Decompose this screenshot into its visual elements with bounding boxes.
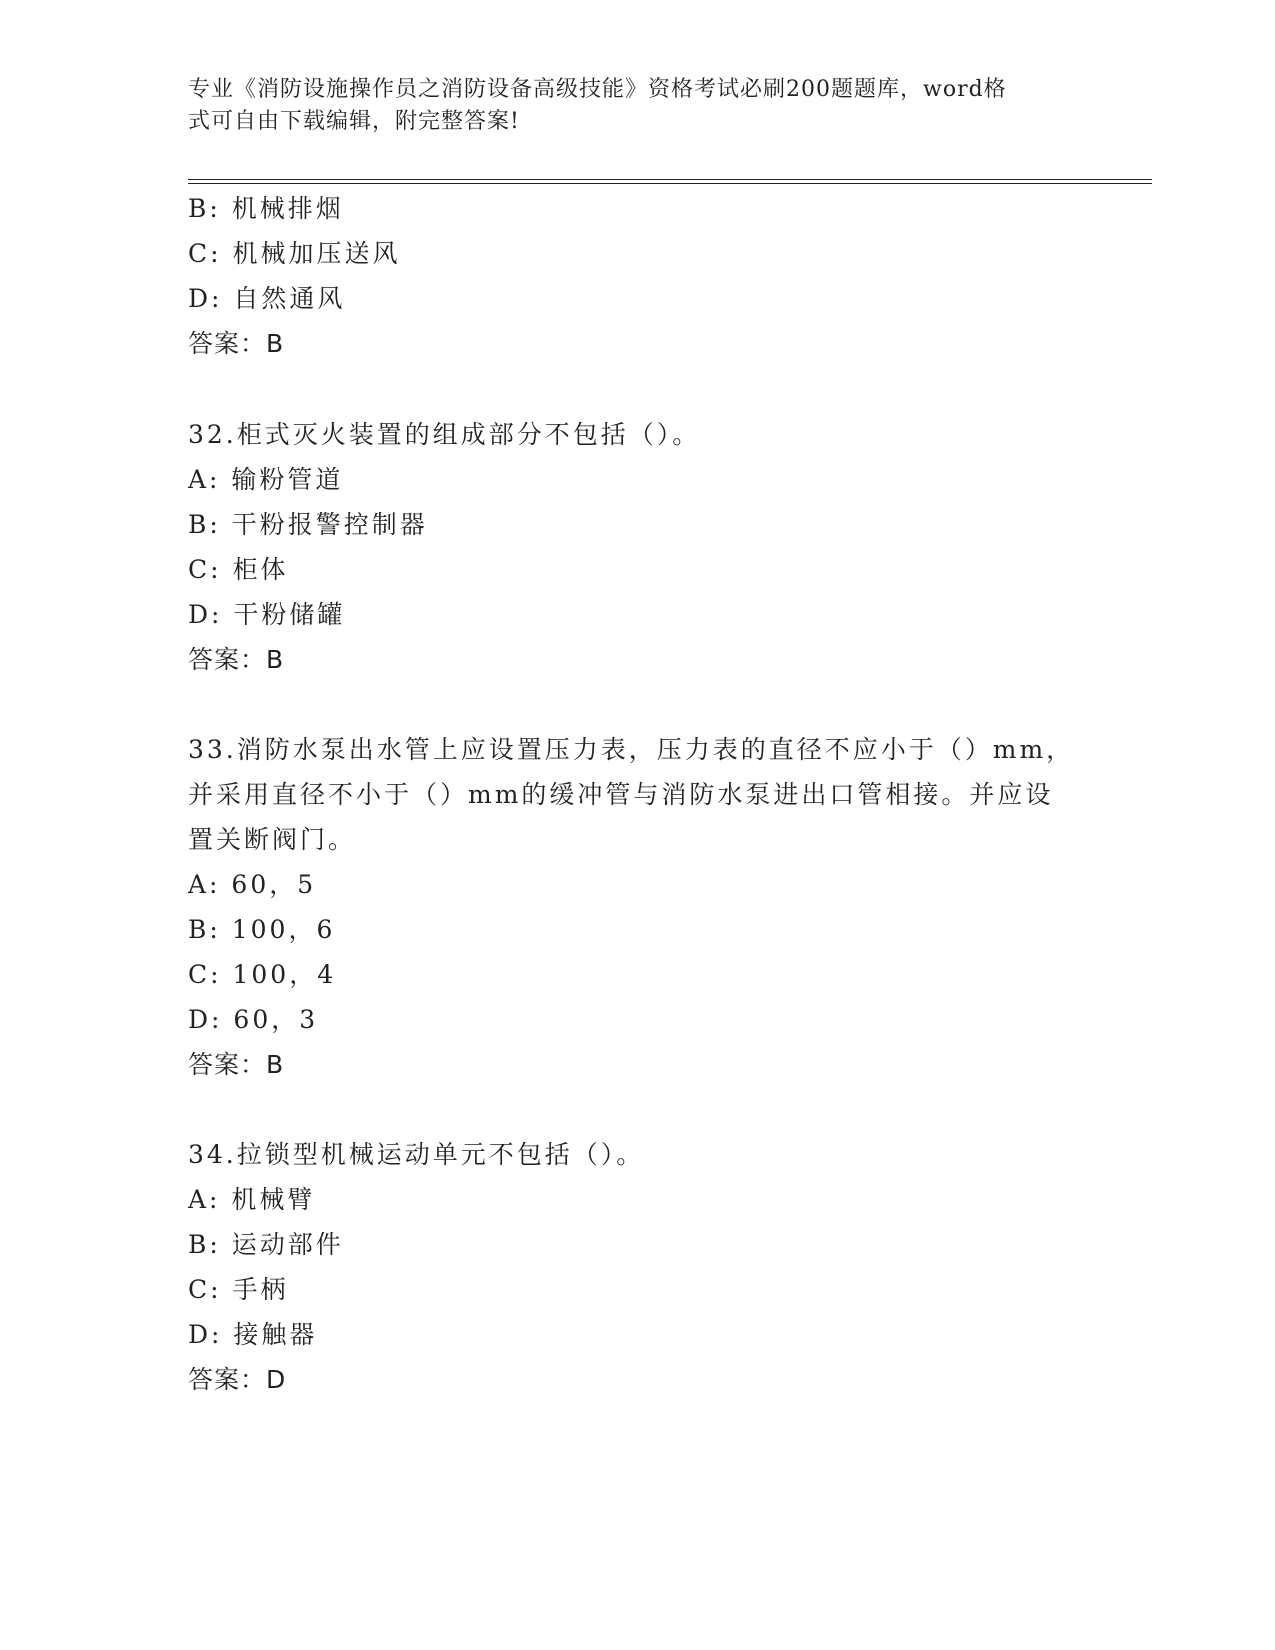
option-b: B: 运动部件	[188, 1230, 344, 1259]
option-a: A: 输粉管道	[188, 465, 344, 494]
option-d: D: 60，3	[188, 1005, 319, 1034]
question-stem: 并采用直径不小于（）mm的缓冲管与消防水泵进出口管相接。并应设	[188, 780, 1054, 809]
header-line-2: 式可自由下载编辑，附完整答案!	[188, 109, 520, 134]
option-d: D: 接触器	[188, 1320, 318, 1349]
question-stem: 32.柜式灭火装置的组成部分不包括（）。	[188, 420, 701, 449]
answer-line: 答案：B	[188, 329, 285, 358]
answer-line: 答案：B	[188, 645, 285, 674]
question-stem: 33.消防水泵出水管上应设置压力表，压力表的直径不应小于（）mm，	[188, 735, 1075, 764]
option-c: C: 柜体	[188, 555, 289, 584]
option-d: D: 干粉储罐	[188, 600, 346, 629]
option-d: D: 自然通风	[188, 284, 346, 313]
question-stem: 34.拉锁型机械运动单元不包括（）。	[188, 1140, 645, 1169]
answer-line: 答案：D	[188, 1365, 287, 1394]
option-a: A: 机械臂	[188, 1185, 316, 1214]
answer-line: 答案：B	[188, 1050, 285, 1079]
option-c: C: 100，4	[188, 960, 337, 989]
header-line-1: 专业《消防设施操作员之消防设备高级技能》资格考试必刷200题题库，word格	[188, 77, 1007, 102]
document-header	[188, 74, 1068, 138]
option-b: B: 100，6	[188, 915, 336, 944]
option-c: C: 机械加压送风	[188, 239, 401, 268]
header-divider-bottom	[188, 183, 1152, 184]
option-c: C: 手柄	[188, 1275, 289, 1304]
question-stem: 置关断阀门。	[188, 825, 357, 854]
header-divider-top	[188, 179, 1152, 180]
option-b: B: 机械排烟	[188, 194, 344, 223]
option-a: A: 60，5	[188, 870, 317, 899]
option-b: B: 干粉报警控制器	[188, 510, 428, 539]
